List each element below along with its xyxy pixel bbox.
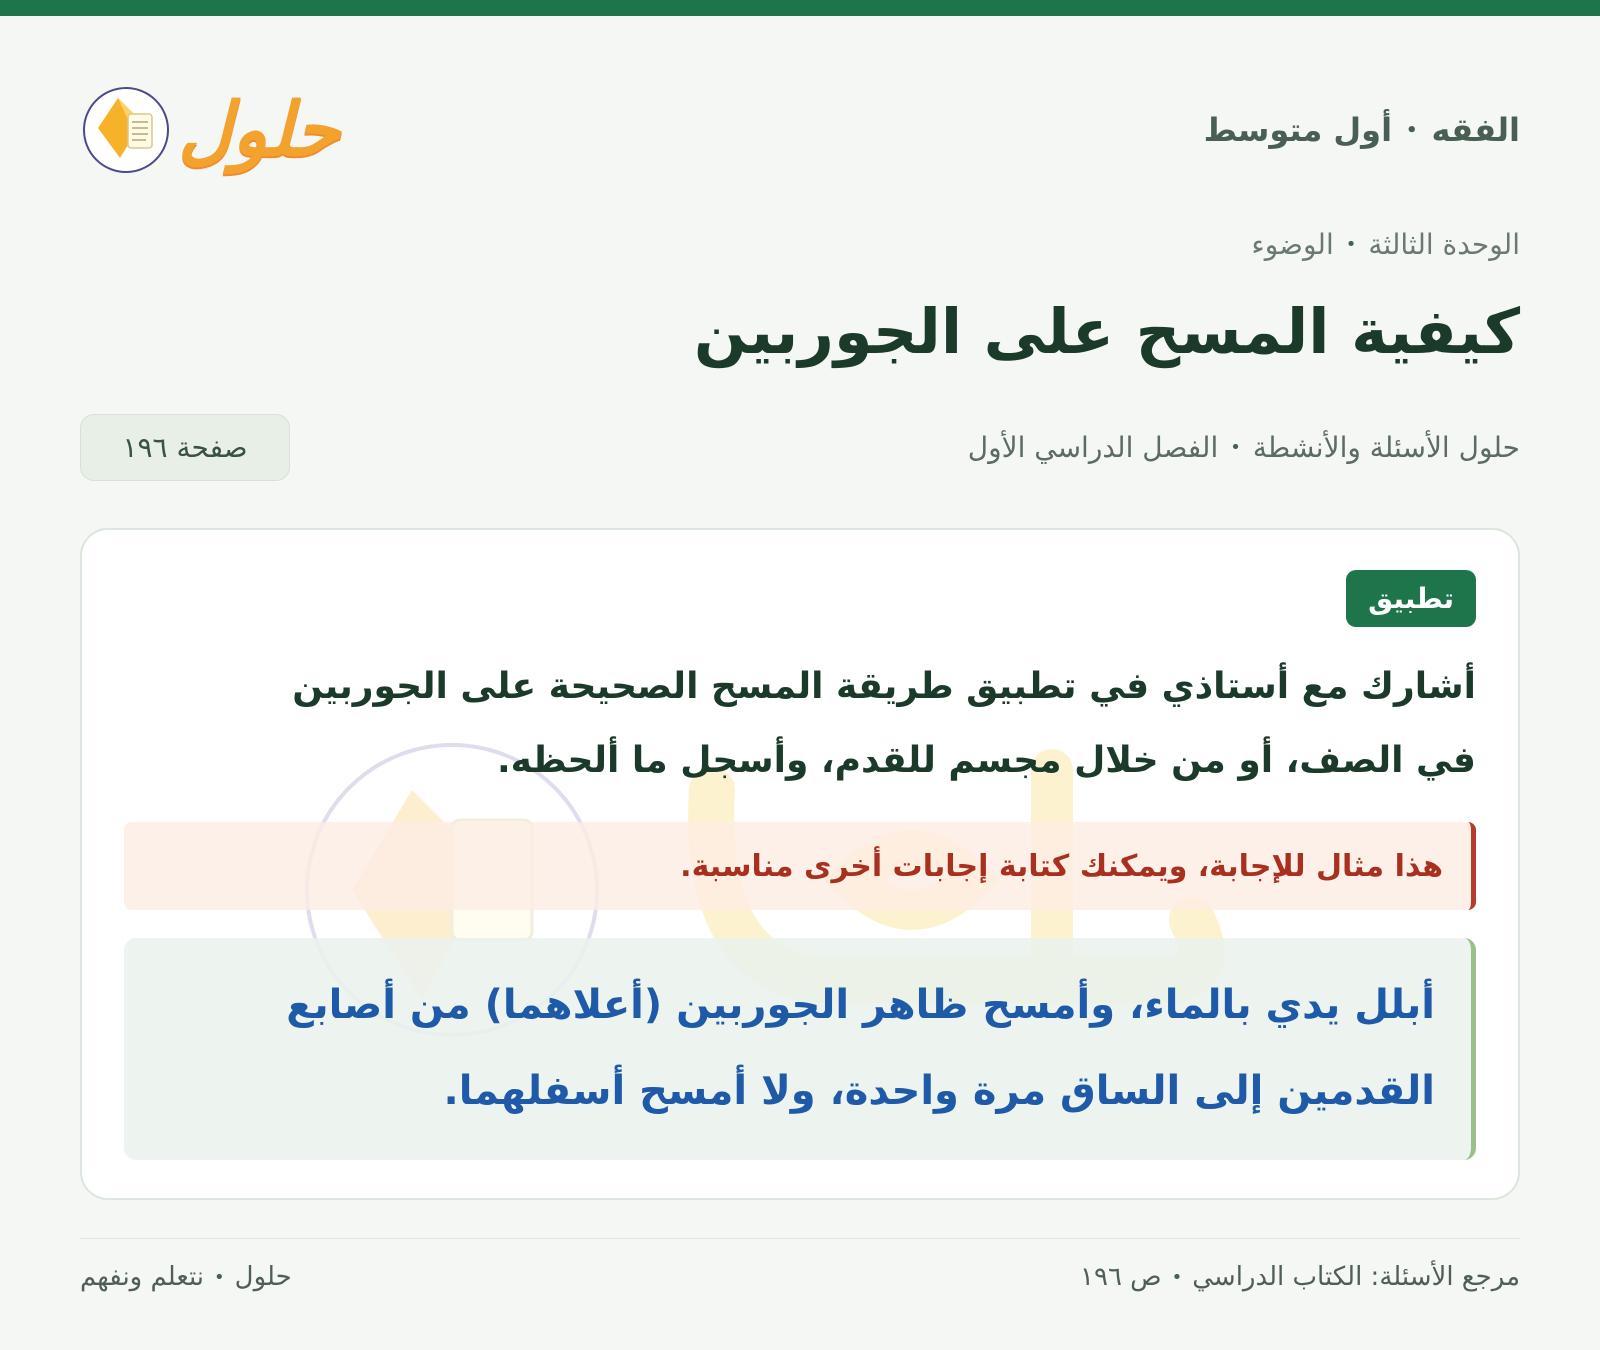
separator-dot: • xyxy=(1406,119,1418,141)
page-title: كيفية المسح على الجوربين xyxy=(693,295,1520,368)
meta-line xyxy=(968,431,1520,464)
activity-tag: تطبيق xyxy=(1346,570,1476,627)
reference-page: ص ١٩٦ xyxy=(1080,1262,1162,1292)
subject-grade-line xyxy=(1204,111,1520,149)
separator-dot: • xyxy=(1230,436,1241,458)
footer-divider xyxy=(80,1238,1520,1239)
separator-dot: • xyxy=(214,1266,225,1288)
footer xyxy=(80,1262,1520,1292)
breadcrumb xyxy=(1252,228,1520,261)
answer-box xyxy=(124,938,1476,1160)
footer-reference xyxy=(1080,1262,1520,1292)
reference-label: مرجع الأسئلة: الكتاب الدراسي xyxy=(1192,1262,1520,1292)
meta-row xyxy=(80,412,1520,482)
site-logo[interactable] xyxy=(80,84,340,176)
page-number-badge: صفحة ١٩٦ xyxy=(80,414,290,481)
footer-brand xyxy=(80,1262,292,1292)
example-note xyxy=(124,822,1476,910)
grade-label: أول متوسط xyxy=(1203,111,1393,149)
question-text: أشارك مع أستاذي في تطبيق طريقة المسح الصحيحة على الجوربين في الصف، أو من خلال مجسم للقدم، وأسجل ما ألحظه. xyxy=(292,666,1476,781)
separator-dot: • xyxy=(1171,1266,1183,1288)
unit-label: الوحدة الثالثة xyxy=(1368,228,1520,261)
term-label: الفصل الدراسي الأول xyxy=(967,430,1219,464)
footer-brand-name: حلول xyxy=(234,1262,292,1292)
question-card xyxy=(80,528,1520,1200)
example-note-text: هذا مثال للإجابة، ويمكنك كتابة إجابات أخرى مناسبة. xyxy=(680,848,1443,884)
lesson-label: الوضوء xyxy=(1251,228,1334,261)
header xyxy=(80,70,1520,190)
subject-label: الفقه xyxy=(1431,111,1520,149)
logo-wordmark: حلول xyxy=(178,87,341,173)
separator-dot: • xyxy=(1345,234,1357,255)
solutions-type-label: حلول الأسئلة والأنشطة xyxy=(1252,430,1520,464)
answer-text: أبلل يدي بالماء، وأمسح ظاهر الجوربين (أعلاهما) من أصابع القدمين إلى الساق مرة واحدة، ولا أمسح أسفلهما. xyxy=(286,982,1435,1114)
top-accent-bar xyxy=(0,0,1600,16)
book-diamond-icon xyxy=(80,84,172,176)
footer-slogan: نتعلم ونفهم xyxy=(80,1262,205,1292)
